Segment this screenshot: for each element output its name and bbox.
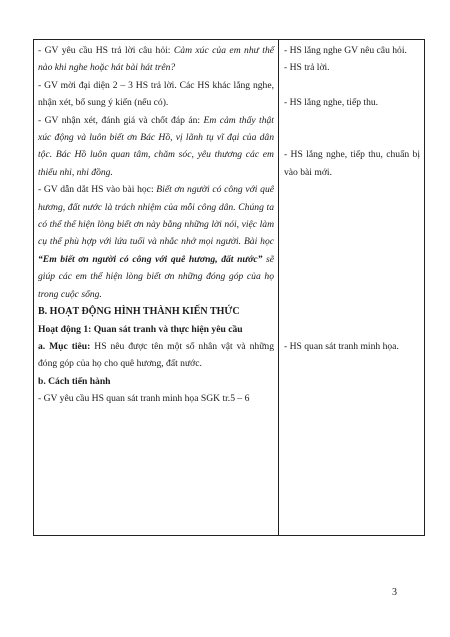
gv-lead-in-italic-2: sẽ giúp các em thể hiện lòng biết ơn những đóng góp của họ trong cuộc sống.	[38, 253, 274, 300]
spacer	[284, 77, 420, 94]
teacher-activity-cell	[34, 40, 279, 536]
student-activity-cell	[279, 40, 425, 536]
hs-listen-question: - HS lắng nghe GV nêu câu hỏi.	[284, 45, 407, 56]
lesson-title: “Em biết ơn người có công với quê hương, đất nước”	[38, 253, 263, 265]
spacer	[284, 181, 420, 285]
objective-label: a. Mục tiêu:	[38, 340, 91, 352]
section-b-heading: B. HOẠT ĐỘNG HÌNH THÀNH KIẾN THỨC	[38, 306, 240, 318]
gv-observe-paragraph: - GV yêu cầu HS quan sát tranh minh họa SGK tr.5 – 6	[38, 393, 250, 405]
gv-invite-paragraph: - GV mời đại diện 2 – 3 HS trả lời. Các HS khác lắng nghe, nhận xét, bổ sung ý kiến (nếu có).	[38, 79, 274, 109]
hs-listen-absorb: - HS lắng nghe, tiếp thu.	[284, 97, 379, 109]
objective-paragraph	[38, 338, 274, 373]
gv-conclusion-prefix: - GV nhận xét, đánh giá và chốt đáp án:	[38, 114, 204, 126]
gv-conclusion-paragraph	[38, 112, 274, 182]
table-row	[34, 40, 425, 536]
gv-lead-in-italic-1: Biết ơn người có công với quê hương, đất nước là trách nhiệm của mỗi công dân. Chúng ta có thể thể hiện lòng biết ơn này bằng những lời nói, việc làm cụ thể phù hợp với lứa tuổi và nhắc nhở mọi người. Bài học	[38, 184, 274, 248]
gv-lead-in-prefix: - GV dẫn dắt HS vào bài học:	[38, 184, 157, 196]
gv-question-italic: Cảm xúc của em như thế nào khi nghe hoặc hát bài hát trên?	[38, 45, 275, 74]
spacer	[284, 286, 420, 338]
hs-answer: - HS trả lời.	[284, 62, 330, 74]
hs-prepare-new-lesson: - HS lắng nghe, tiếp thu, chuẩn bị vào bài mới.	[284, 149, 420, 178]
page-number: 3	[392, 587, 397, 598]
gv-lead-in-paragraph	[38, 181, 274, 303]
gv-conclusion-italic: Em cảm thấy thật xúc động và luôn biết ơn Bác Hồ, vị lãnh tụ vĩ đại của dân tộc. Bác Hồ luôn quan tâm, chăm sóc, yêu thương các em thiếu nhi, nhi đồng.	[38, 114, 274, 178]
gv-question-paragraph	[38, 42, 274, 77]
spacer	[284, 112, 420, 147]
procedure-heading: b. Cách tiến hành	[38, 375, 111, 387]
hs-observe-pictures: - HS quan sát tranh minh họa.	[284, 340, 399, 352]
objective-text: HS nêu được tên một số nhân vật và những đóng góp của họ cho quê hương, đất nước.	[38, 340, 274, 370]
gv-question-prefix: - GV yêu cầu HS trả lời câu hỏi:	[38, 45, 174, 56]
activity-1-heading: Hoạt động 1: Quan sát tranh và thực hiện yêu cầu	[38, 323, 243, 335]
lesson-table	[33, 39, 425, 536]
